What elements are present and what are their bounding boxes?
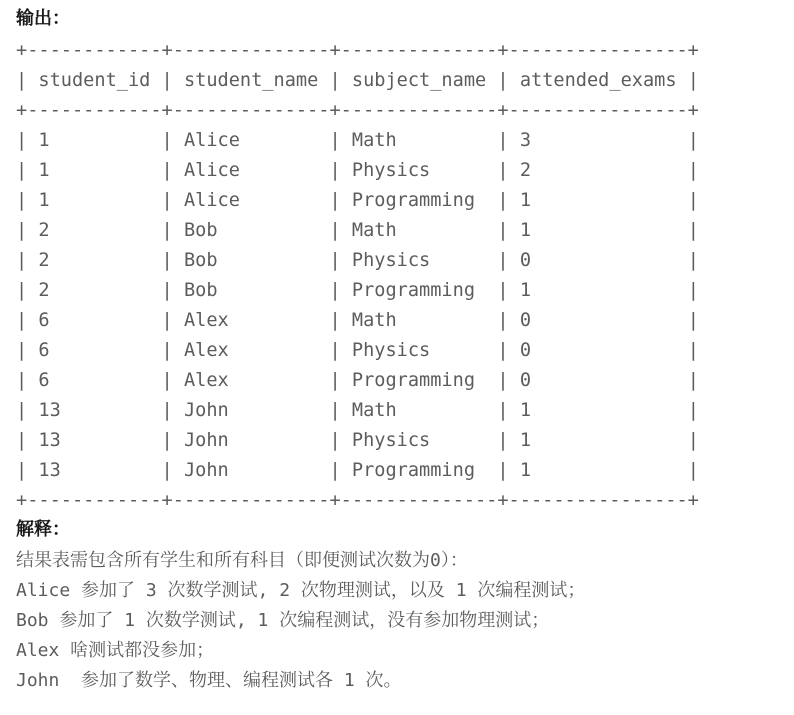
table-cell: 2 <box>27 250 162 271</box>
table-row: | 6 | Alex | Programming | 0 | <box>16 370 699 391</box>
table-cell: 0 <box>508 340 688 361</box>
table-cell: Physics <box>340 430 498 451</box>
table-cell: 0 <box>508 250 688 271</box>
table-cell: 1 <box>27 160 162 181</box>
table-cell: 1 <box>508 460 688 481</box>
table-cell: Math <box>340 220 498 241</box>
table-cell: Math <box>340 310 498 331</box>
table-cell: Programming <box>340 190 498 211</box>
table-border-line: +------------+--------------+--------------+----------------+ <box>16 490 699 511</box>
table-row: | 13 | John | Programming | 1 | <box>16 460 699 481</box>
table-cell: Alex <box>172 370 330 391</box>
table-cell: 1 <box>508 430 688 451</box>
table-cell: 1 <box>508 220 688 241</box>
table-cell: 1 <box>508 280 688 301</box>
table-row: | 13 | John | Math | 1 | <box>16 400 699 421</box>
table-row: | 2 | Bob | Physics | 0 | <box>16 250 699 271</box>
table-header-row: | student_id | student_name | subject_name | attended_exams | <box>16 70 699 91</box>
table-cell: 6 <box>27 340 162 361</box>
table-cell: Physics <box>340 160 498 181</box>
table-cell: 1 <box>508 400 688 421</box>
table-cell: Bob <box>172 250 330 271</box>
table-row: | 13 | John | Physics | 1 | <box>16 430 699 451</box>
table-cell: 13 <box>27 430 162 451</box>
table-row: | 2 | Bob | Programming | 1 | <box>16 280 699 301</box>
table-row: | 1 | Alice | Programming | 1 | <box>16 190 699 211</box>
explanation-line: Alex 啥测试都没参加； <box>16 640 215 661</box>
explanation-list <box>16 546 585 696</box>
table-cell: Programming <box>340 460 498 481</box>
output-heading: 输出： <box>16 8 70 29</box>
table-cell: Alice <box>172 160 330 181</box>
table-row: | 1 | Alice | Physics | 2 | <box>16 160 699 181</box>
column-header: student_id <box>27 70 162 91</box>
table-cell: Programming <box>340 280 498 301</box>
table-cell: Alice <box>172 190 330 211</box>
column-header: subject_name <box>340 70 498 91</box>
table-cell: 1 <box>508 190 688 211</box>
table-cell: John <box>172 460 330 481</box>
table-cell: Physics <box>340 250 498 271</box>
table-row: | 6 | Alex | Math | 0 | <box>16 310 699 331</box>
explanation-line: Alice 参加了 3 次数学测试, 2 次物理测试，以及 1 次编程测试； <box>16 580 586 601</box>
table-cell: 13 <box>27 400 162 421</box>
table-cell: 6 <box>27 310 162 331</box>
table-row: | 2 | Bob | Math | 1 | <box>16 220 699 241</box>
table-cell: 2 <box>27 220 162 241</box>
table-cell: 6 <box>27 370 162 391</box>
table-cell: Bob <box>172 280 330 301</box>
table-row: | 6 | Alex | Physics | 0 | <box>16 340 699 361</box>
result-table <box>16 36 699 516</box>
table-border-line: +------------+--------------+--------------+----------------+ <box>16 40 699 61</box>
table-cell: Alex <box>172 310 330 331</box>
table-cell: Math <box>340 130 498 151</box>
table-cell: 2 <box>508 160 688 181</box>
explanation-heading: 解释： <box>16 519 70 540</box>
table-cell: 13 <box>27 460 162 481</box>
explanation-line: Bob 参加了 1 次数学测试, 1 次编程测试，没有参加物理测试； <box>16 610 550 631</box>
table-border-line: +------------+--------------+--------------+----------------+ <box>16 100 699 121</box>
explanation-line: John 参加了数学、物理、编程测试各 1 次。 <box>16 670 402 691</box>
table-cell: John <box>172 430 330 451</box>
table-cell: 0 <box>508 310 688 331</box>
table-row: | 1 | Alice | Math | 3 | <box>16 130 699 151</box>
table-cell: Programming <box>340 370 498 391</box>
table-cell: 1 <box>27 190 162 211</box>
table-cell: 2 <box>27 280 162 301</box>
table-cell: Alice <box>172 130 330 151</box>
table-cell: Alex <box>172 340 330 361</box>
table-cell: Physics <box>340 340 498 361</box>
explanation-line: 结果表需包含所有学生和所有科目（即便测试次数为0）： <box>16 550 468 571</box>
table-cell: John <box>172 400 330 421</box>
table-cell: 1 <box>27 130 162 151</box>
table-cell: Math <box>340 400 498 421</box>
column-header: student_name <box>172 70 330 91</box>
table-cell: 0 <box>508 370 688 391</box>
table-cell: 3 <box>508 130 688 151</box>
column-header: attended_exams <box>508 70 688 91</box>
table-cell: Bob <box>172 220 330 241</box>
